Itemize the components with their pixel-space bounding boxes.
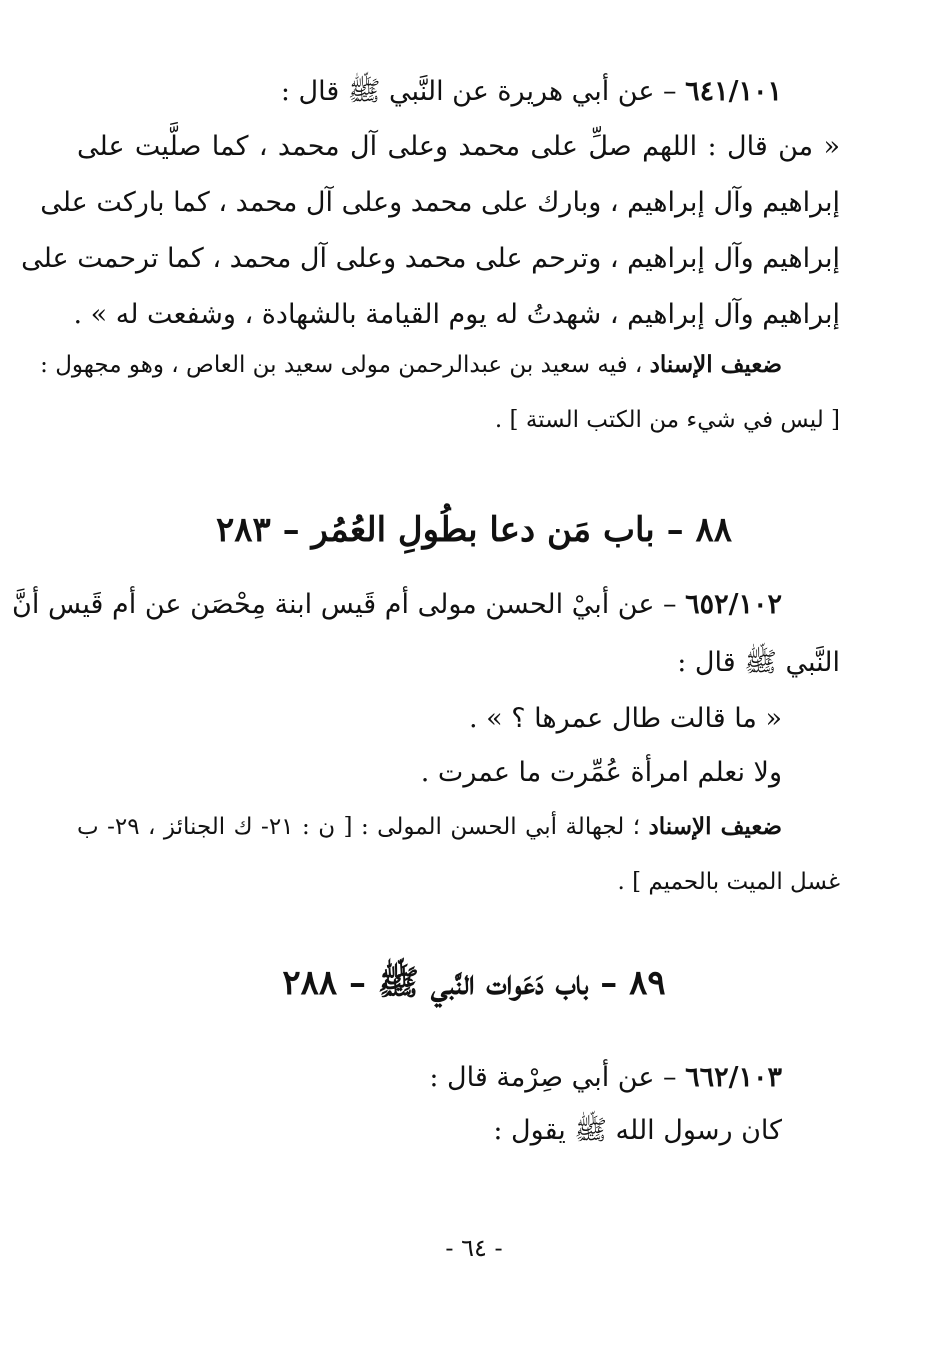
hadith-intro: – عن أبي صِرْمة قال : bbox=[429, 1062, 686, 1093]
grading-text: ؛ لجهالة أبي الحسن المولى : [ ن : ٢١- ك الجنائز ، ٢٩- ب bbox=[77, 814, 649, 840]
hadith-text-line: « من قال : اللهم صلِّ على محمد وعلى آل محمد ، كما صلَّيت على bbox=[77, 131, 840, 162]
source-note: [ ليس في شيء من الكتب الستة ] . bbox=[494, 407, 840, 433]
grading-line bbox=[40, 345, 782, 385]
grading-text: ، فيه سعيد بن عبدالرحمن مولى سعيد بن العاص ، وهو مجهول : bbox=[40, 352, 650, 378]
hadith-102-heading bbox=[12, 585, 782, 625]
hadith-comment: ولا نعلم امرأة عُمِّرت ما عمرت . bbox=[420, 757, 782, 788]
hadith-number: ٦٤١/١٠١ bbox=[685, 76, 782, 107]
page-number: - ٦٤ - bbox=[445, 1234, 503, 1262]
hadith-text-line: إبراهيم وآل إبراهيم ، وبارك على محمد وعلى آل محمد ، كما باركت على bbox=[40, 187, 840, 218]
hadith-number: ٦٦٢/١٠٣ bbox=[685, 1062, 782, 1093]
hadith-intro: – عن أبي هريرة عن النَّبي ﷺ قال : bbox=[280, 76, 686, 107]
hadith-text-line: إبراهيم وآل إبراهيم ، شهدتُ له يوم القيامة بالشهادة ، وشفعت له » . bbox=[73, 299, 840, 330]
grading-label: ضعيف الإسناد bbox=[649, 351, 782, 378]
hadith-intro-line2: النَّبي ﷺ قال : bbox=[677, 647, 840, 678]
grading-line bbox=[77, 807, 782, 847]
hadith-103-heading bbox=[429, 1058, 782, 1098]
hadith-text-line: كان رسول الله ﷺ يقول : bbox=[493, 1115, 782, 1146]
hadith-text-line: إبراهيم وآل إبراهيم ، وترحم على محمد وعلى آل محمد ، كما ترحمت على bbox=[21, 243, 840, 274]
hadith-intro: – عن أبيْ الحسن مولى أم قَيس ابنة مِحْصَن عن أم قَيس أنَّ bbox=[12, 589, 686, 620]
chapter-88-title: ٨٨ – باب مَن دعا بطُولِ العُمُر – ٢٨٣ bbox=[216, 510, 732, 550]
source-note: غسل الميت بالحميم ] . bbox=[617, 869, 840, 895]
hadith-101-heading bbox=[281, 72, 782, 112]
chapter-89-title: ٨٩ – باب دَعَوات النَّبي ﷺ – ٢٨٨ bbox=[282, 963, 666, 1003]
hadith-number: ٦٥٢/١٠٢ bbox=[685, 589, 782, 620]
hadith-quote: « ما قالت طال عمرها ؟ » . bbox=[468, 703, 782, 734]
grading-label: ضعيف الإسناد bbox=[648, 813, 782, 840]
